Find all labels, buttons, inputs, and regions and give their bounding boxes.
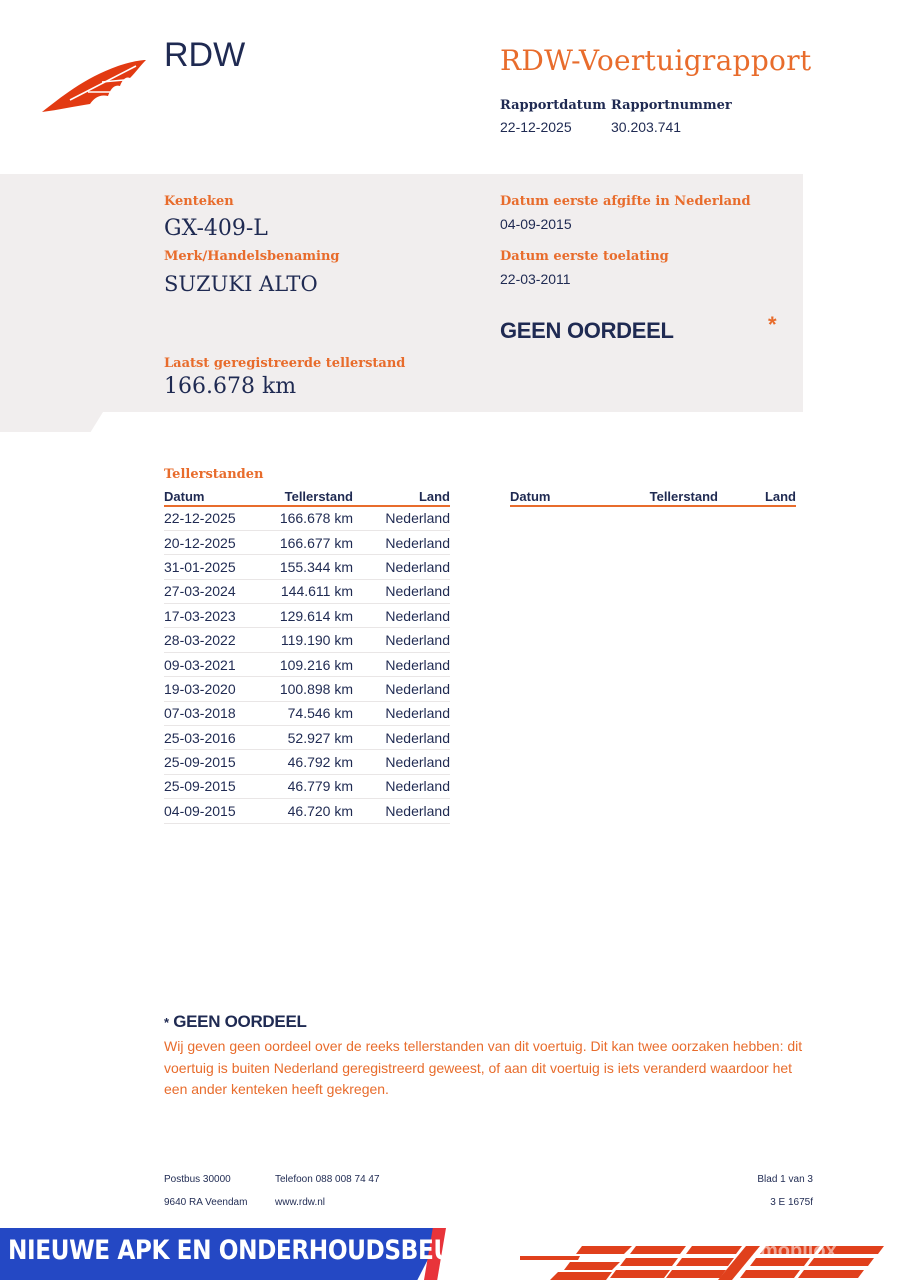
- row-country: Nederland: [353, 750, 450, 774]
- row-date: 31-01-2025: [164, 555, 274, 579]
- watermark: mobilox: [760, 1240, 837, 1262]
- row-odometer: 166.677 km: [274, 530, 353, 554]
- brand-label: Merk/Handelsbenaming: [164, 249, 340, 264]
- row-odometer: 46.720 km: [274, 799, 353, 823]
- row-odometer: 166.678 km: [274, 506, 353, 530]
- footnote-text: Wij geven geen oordeel over de reeks tellerstanden van dit voertuig. Dit kan twee oorzaken hebben: dit voertuig is buiten Nederland geregistreerd geweest, of aan dit voertuig is iets veranderd waardoor het een ander kenteken heeft gekregen.: [164, 1038, 803, 1097]
- row-date: 22-12-2025: [164, 506, 274, 530]
- row-odometer: 144.611 km: [274, 579, 353, 603]
- report-number: 30.203.741: [611, 119, 682, 135]
- footer-website-link[interactable]: www.rdw.nl: [275, 1197, 326, 1208]
- row-country: Nederland: [353, 677, 450, 701]
- col-header-odometer-right: Tellerstand: [620, 488, 718, 506]
- verdict-asterisk: *: [768, 312, 777, 337]
- table-row: [164, 579, 450, 603]
- row-odometer: 74.546 km: [274, 701, 353, 725]
- table-row: [164, 799, 450, 823]
- report-number-label: Rapportnummer: [611, 98, 732, 113]
- footnote-marker: *: [164, 1015, 169, 1030]
- report-date-label: Rapportdatum: [500, 98, 606, 113]
- row-country: Nederland: [353, 506, 450, 530]
- row-odometer: 129.614 km: [274, 604, 353, 628]
- row-date: 27-03-2024: [164, 579, 274, 603]
- col-header-odometer: Tellerstand: [274, 488, 353, 506]
- logo-text: RDW: [164, 36, 246, 74]
- table-row: [164, 677, 450, 701]
- table-row: [164, 652, 450, 676]
- row-odometer: 109.216 km: [274, 652, 353, 676]
- rdw-logo-icon: [40, 56, 148, 114]
- mileage-label: Laatst geregistreerde tellerstand: [164, 356, 406, 371]
- plate-label: Kenteken: [164, 194, 234, 209]
- col-header-country: Land: [353, 488, 450, 506]
- row-date: 04-09-2015: [164, 799, 274, 823]
- first-issue-nl-label: Datum eerste afgifte in Nederland: [500, 194, 751, 209]
- table-row: [164, 555, 450, 579]
- row-country: Nederland: [353, 726, 450, 750]
- row-date: 25-09-2015: [164, 750, 274, 774]
- table-row: [164, 506, 450, 530]
- footer-postbus: Postbus 30000: [164, 1174, 231, 1185]
- col-header-country-right: Land: [718, 488, 796, 506]
- footnote-title-text: GEEN OORDEEL: [173, 1012, 307, 1031]
- row-country: Nederland: [353, 774, 450, 798]
- row-country: Nederland: [353, 555, 450, 579]
- first-issue-nl-value: 04-09-2015: [500, 216, 572, 232]
- row-country: Nederland: [353, 530, 450, 554]
- vehicle-info-panel: [0, 174, 803, 412]
- footnote-title: [164, 1012, 307, 1032]
- row-country: Nederland: [353, 579, 450, 603]
- table-row: [164, 530, 450, 554]
- report-date: 22-12-2025: [500, 119, 572, 135]
- row-date: 17-03-2023: [164, 604, 274, 628]
- table-row: [164, 701, 450, 725]
- table-row: [164, 604, 450, 628]
- first-admission-label: Datum eerste toelating: [500, 249, 669, 264]
- promo-banner-text: NIEUWE APK EN ONDERHOUDSBEURT: [8, 1235, 484, 1266]
- footer-phone: Telefoon 088 008 74 47: [275, 1174, 380, 1185]
- row-date: 19-03-2020: [164, 677, 274, 701]
- row-odometer: 100.898 km: [274, 677, 353, 701]
- footer-code: 3 E 1675f: [770, 1197, 813, 1208]
- row-odometer: 46.779 km: [274, 774, 353, 798]
- odometer-section-title: Tellerstanden: [164, 467, 264, 482]
- row-country: Nederland: [353, 701, 450, 725]
- dealer-logo-icon: [520, 1242, 904, 1280]
- row-odometer: 52.927 km: [274, 726, 353, 750]
- row-date: 09-03-2021: [164, 652, 274, 676]
- plate-value: GX-409-L: [164, 216, 268, 241]
- odometer-table-left: [164, 488, 450, 824]
- footer-page-number: Blad 1 van 3: [757, 1174, 813, 1185]
- table-row: [164, 726, 450, 750]
- table-row: [164, 750, 450, 774]
- col-header-date: Datum: [164, 488, 274, 506]
- col-header-date-right: Datum: [510, 488, 620, 506]
- footer-city: 9640 RA Veendam: [164, 1197, 248, 1208]
- row-date: 20-12-2025: [164, 530, 274, 554]
- report-title: RDW-Voertuigrapport: [500, 44, 812, 77]
- row-date: 07-03-2018: [164, 701, 274, 725]
- row-date: 25-03-2016: [164, 726, 274, 750]
- row-date: 25-09-2015: [164, 774, 274, 798]
- row-odometer: 46.792 km: [274, 750, 353, 774]
- row-country: Nederland: [353, 652, 450, 676]
- row-odometer: 119.190 km: [274, 628, 353, 652]
- row-date: 28-03-2022: [164, 628, 274, 652]
- table-row: [164, 774, 450, 798]
- odometer-table-right: [510, 488, 796, 507]
- first-admission-value: 22-03-2011: [500, 271, 571, 287]
- mileage-value: 166.678 km: [164, 374, 297, 399]
- row-country: Nederland: [353, 799, 450, 823]
- brand-value: SUZUKI ALTO: [164, 272, 318, 296]
- panel-tail: [0, 412, 103, 432]
- row-country: Nederland: [353, 628, 450, 652]
- table-row: [164, 628, 450, 652]
- verdict: GEEN OORDEEL: [500, 318, 674, 343]
- row-odometer: 155.344 km: [274, 555, 353, 579]
- row-country: Nederland: [353, 604, 450, 628]
